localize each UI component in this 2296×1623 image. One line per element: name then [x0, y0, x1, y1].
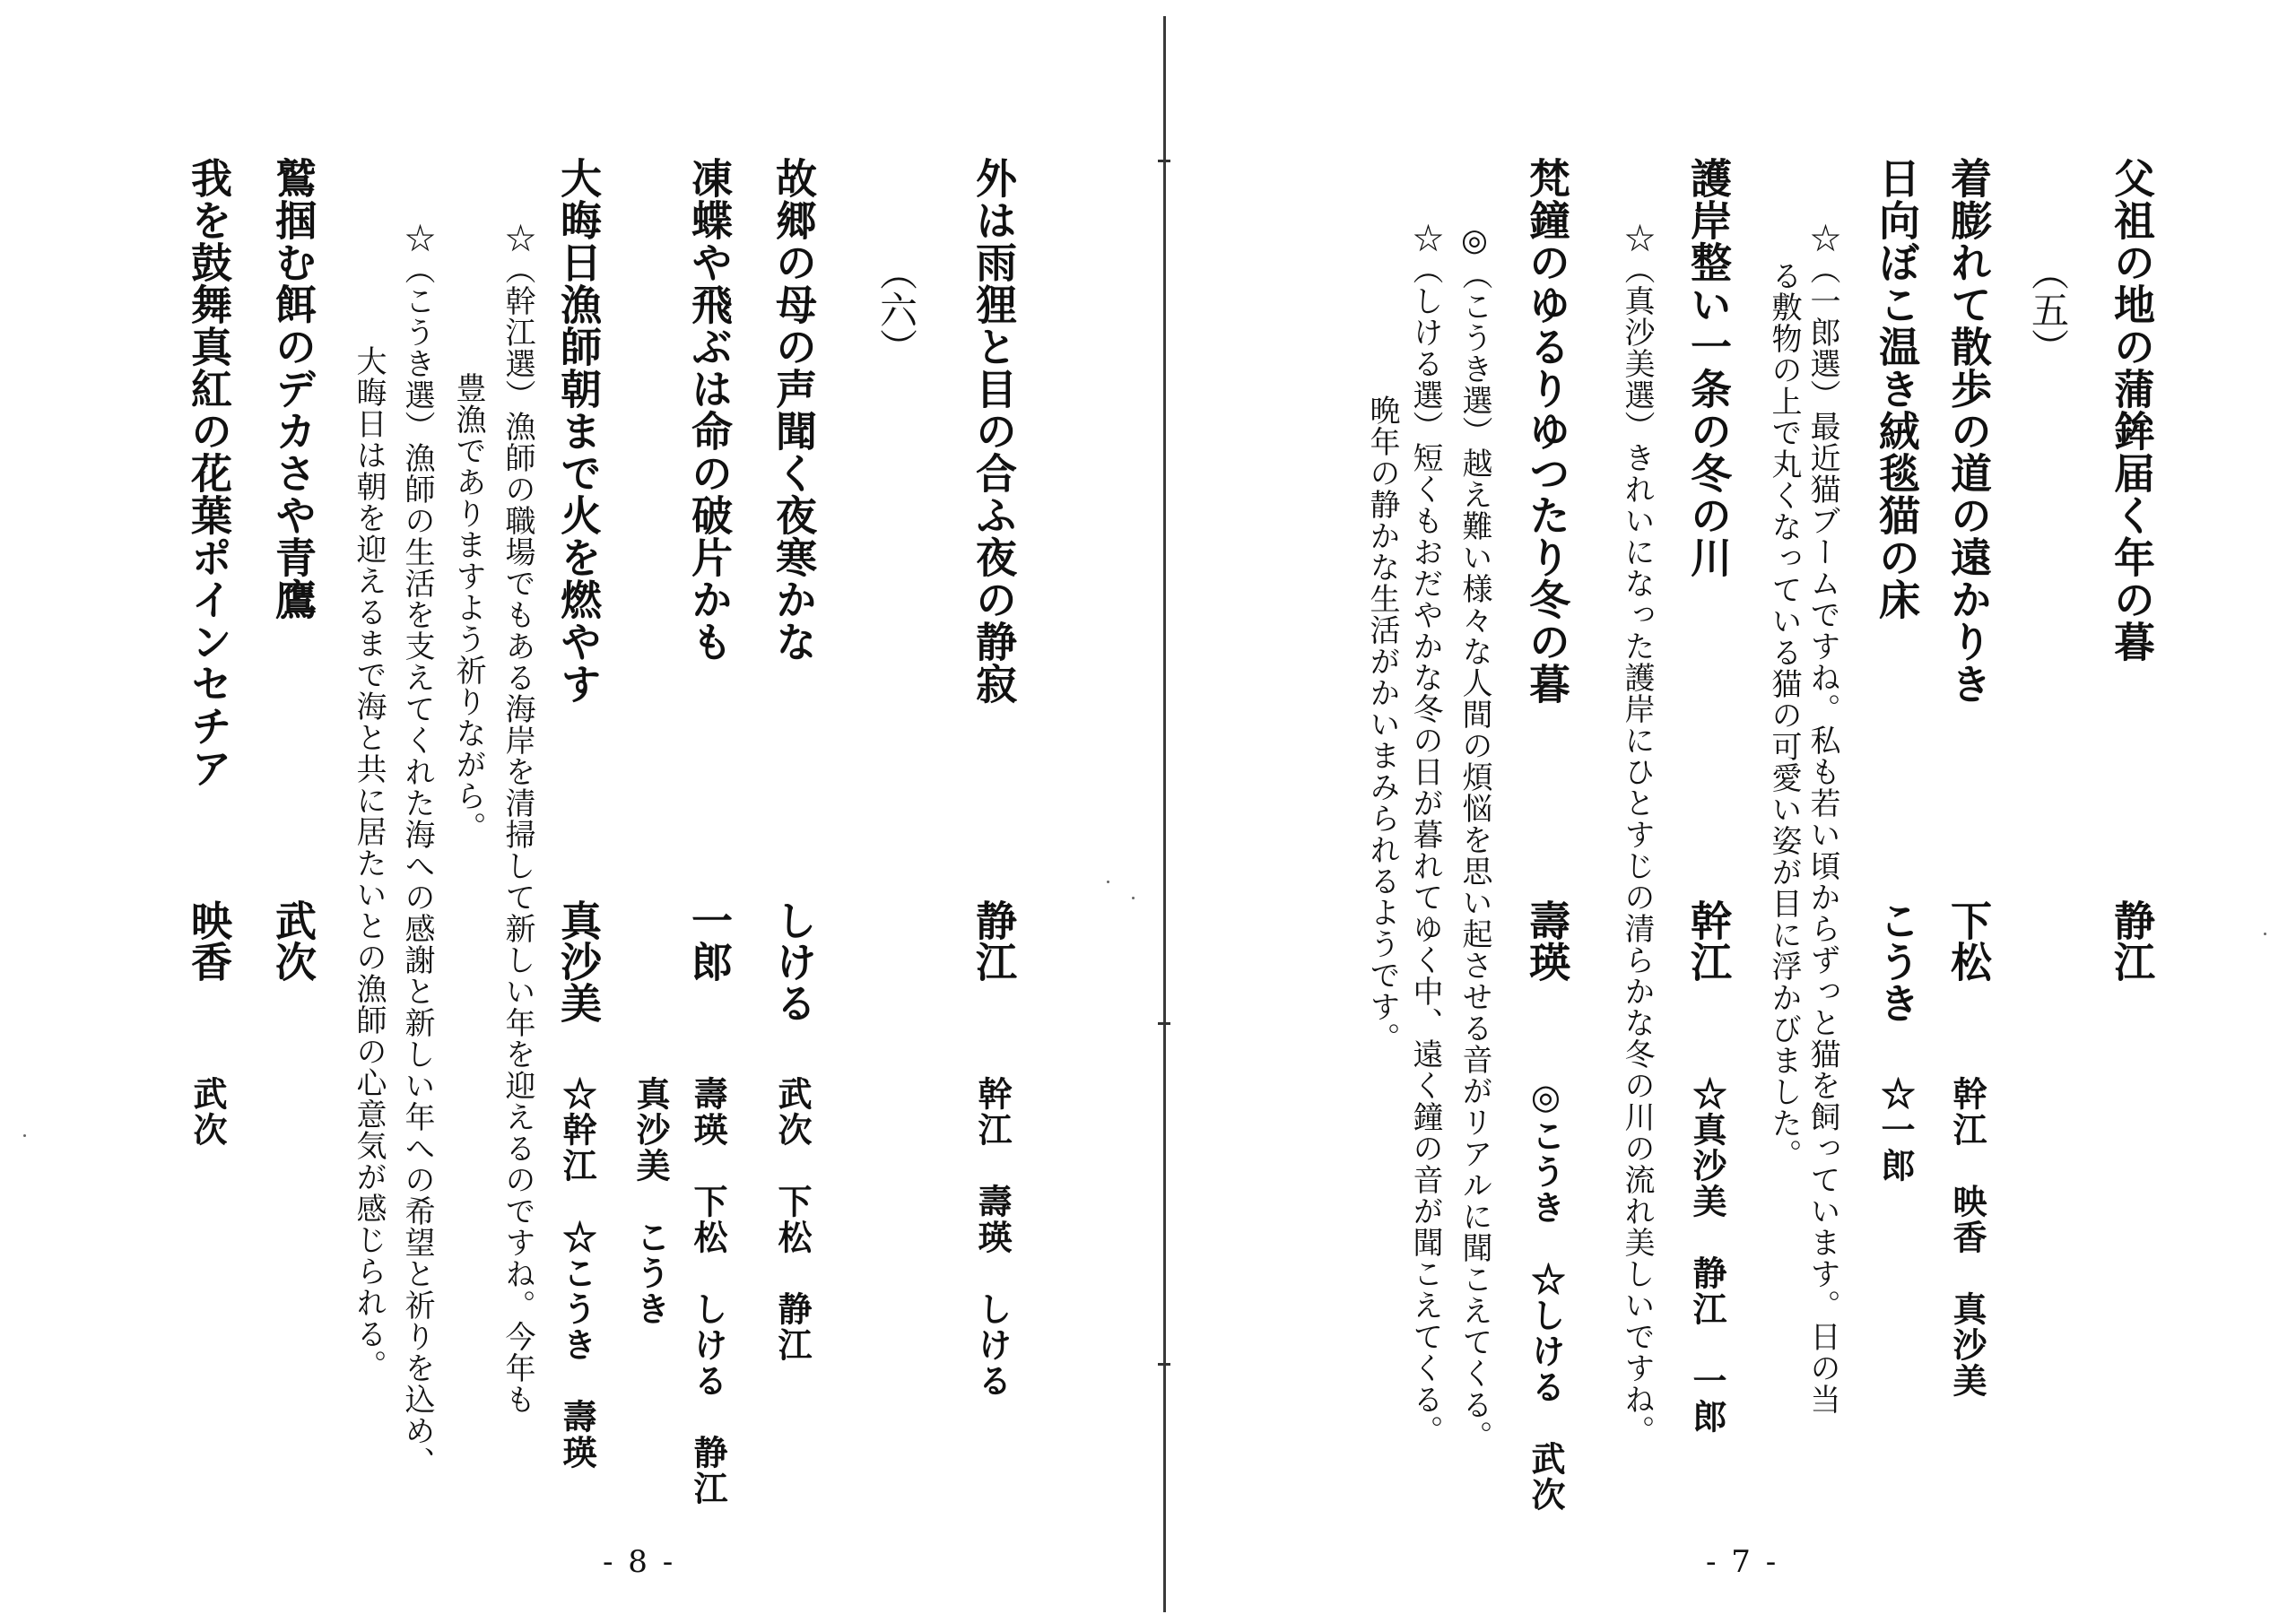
page-number: - 7 - — [1706, 1544, 1779, 1580]
haiku-verse: 着膨れて散歩の道の遠かりき — [1944, 157, 1993, 705]
selection-comment: ☆（こうき選）漁師の生活を支えてくれた海への感謝と新しい年への希望と祈りを込め、 — [399, 222, 435, 1478]
haiku-selections: 壽瑛 下松 しける 静江 — [688, 1076, 728, 1506]
haiku-author: 真沙美 — [554, 899, 603, 1023]
haiku-verse: 我を鼓舞真紅の花葉ポインセチア — [185, 157, 233, 789]
haiku-author: 武次 — [269, 899, 317, 982]
haiku-selections: 真沙美 こうき — [631, 1076, 671, 1327]
haiku-verse: 故郷の母の声聞く夜寒かな — [770, 157, 818, 663]
haiku-author: 静江 — [970, 899, 1018, 982]
haiku-selections: 武次 — [187, 1076, 228, 1148]
haiku-verse: 父祖の地の蒲鉾届く年の暮 — [2108, 157, 2156, 663]
haiku-selections: ◎こうき ☆しける 武次 — [1526, 1076, 1566, 1513]
haiku-author: 下松 — [1944, 899, 1993, 982]
haiku-author: 映香 — [185, 899, 233, 982]
selection-comment: ☆（幹江選）漁師の職場でもある海岸を清掃して新しい年を迎えるのですね。今年も — [500, 222, 535, 1415]
section-heading: （五） — [2026, 253, 2070, 366]
selection-comment: ☆（しける選）短くもおだやかな冬の日が暮れてゆく中、遠く鐘の音が聞こえてくる。 — [1407, 222, 1443, 1446]
haiku-selections: 武次 下松 静江 — [772, 1076, 813, 1363]
haiku-verse: 鷲掴む餌のデカさや青鷹 — [269, 157, 317, 621]
haiku-author: しける — [770, 899, 818, 1023]
scan-speck — [23, 1134, 26, 1137]
selection-comment: 大晦日は朝を迎えるまで海と共に居たいとの漁師の心意気が感じられる。 — [351, 345, 387, 1381]
scan-speck — [1107, 881, 1109, 883]
haiku-verse: 大晦日漁師朝まで火を燃やす — [554, 157, 603, 705]
selection-comment: 豊漁でありますよう祈りながら。 — [450, 372, 486, 843]
section-heading: （六） — [874, 253, 918, 366]
haiku-author: 壽瑛 — [1523, 899, 1571, 982]
haiku-author: こうき — [1873, 899, 1921, 1023]
haiku-selections: ☆幹江 ☆こうき 壽瑛 — [557, 1076, 597, 1471]
selection-comment: ☆（真沙美選）きれいになった護岸にひとすじの清らかな冬の川の流れ美しいですね。 — [1619, 222, 1655, 1446]
selection-comment: ☆（一郎選）最近猫ブームですね。私も若い頃からずっと猫を飼っています。日の当 — [1805, 222, 1840, 1415]
haiku-verse: 梵鐘のゆるりゆつたり冬の暮 — [1523, 157, 1571, 705]
haiku-author: 一郎 — [685, 899, 734, 982]
haiku-verse: 外は雨狸と目の合ふ夜の静寂 — [970, 157, 1018, 705]
selection-comment: 晩年の静かな生活がかいまみられるようです。 — [1364, 395, 1400, 1054]
haiku-verse: 護岸整い一条の冬の川 — [1684, 157, 1733, 578]
selection-comment: ◎（こうき選）越え難い様々な人間の煩悩を思い起させる音がリアルに聞こえてくる。 — [1457, 222, 1492, 1452]
page-7 — [1168, 0, 2296, 1623]
haiku-selections: 幹江 壽瑛 しける — [972, 1076, 1013, 1399]
page-number: - 8 - — [603, 1544, 676, 1580]
haiku-author: 静江 — [2108, 899, 2156, 982]
haiku-verse: 凍蝶や飛ぶは命の破片かも — [685, 157, 734, 663]
selection-comment: る敷物の上で丸くなっている猫の可愛い姿が目に浮かびました。 — [1766, 260, 1802, 1170]
haiku-selections: 幹江 映香 真沙美 — [1947, 1076, 1987, 1399]
scan-speck — [2264, 933, 2266, 935]
haiku-verse: 日向ぼこ温き絨毯猫の床 — [1873, 157, 1921, 621]
haiku-selections: ☆一郎 — [1875, 1076, 1916, 1184]
scan-speck — [1132, 897, 1135, 899]
haiku-selections: ☆真沙美 静江 一郎 — [1687, 1076, 1727, 1435]
haiku-author: 幹江 — [1684, 899, 1733, 982]
